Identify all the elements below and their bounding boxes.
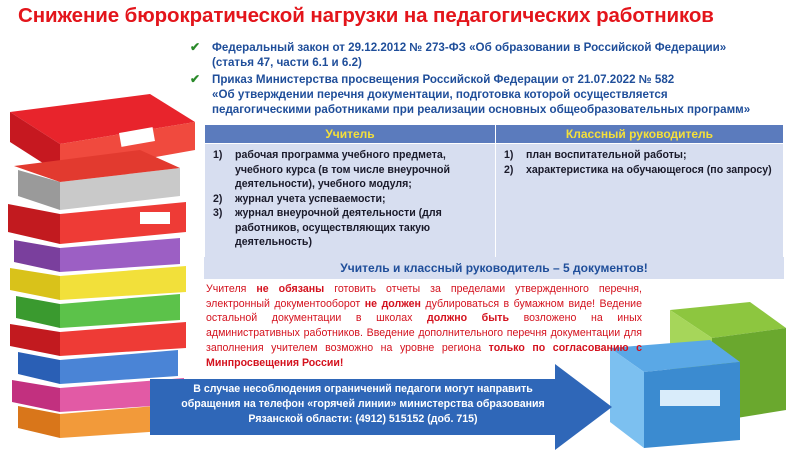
- hotline-line: В случае несоблюдения ограничений педагоги могут направить: [193, 383, 533, 395]
- binder-yellow: [10, 266, 186, 300]
- teacher-documents-cell: [205, 144, 496, 265]
- checkmark-icon: ✔: [190, 40, 201, 54]
- summary-banner: Учитель и классный руководитель – 5 документов!: [204, 257, 784, 279]
- law-text-line: Федеральный закон от 29.12.2012 № 273-ФЗ «Об образовании в Российской Федерации»: [212, 41, 727, 54]
- list-item: 3) журнал внеурочной деятельности (для работников, осуществляющих такую деятельность): [213, 207, 442, 248]
- list-item: 2) журнал учета успеваемости;: [213, 192, 386, 205]
- law-text-line: (статья 47, части 6.1 и 6.2): [212, 56, 362, 69]
- column-header-teacher: Учитель: [205, 125, 496, 144]
- list-item: 1) план воспитательной работы;: [504, 149, 687, 161]
- binder-red-2: [8, 202, 186, 244]
- documents-table: [204, 124, 784, 265]
- law-text-line: Приказ Министерства просвещения Российской Федерации от 21.07.2022 № 582: [212, 73, 675, 86]
- law-text-line: педагогическими работниками при реализации основных общеобразовательных программ»: [212, 103, 751, 116]
- hotline-callout: [160, 379, 566, 433]
- law-item-federal: [190, 40, 786, 70]
- class-teacher-documents-cell: [496, 144, 784, 265]
- law-item-order: [190, 72, 786, 117]
- column-header-class-teacher: Классный руководитель: [496, 125, 784, 144]
- hotline-phone: Рязанской области: (4912) 515152 (доб. 715): [248, 413, 478, 425]
- binder-purple: [14, 238, 180, 272]
- binder-green: [16, 294, 180, 328]
- checkmark-icon: ✔: [190, 72, 201, 86]
- hotline-line: обращения на телефон «горячей линии» министерства образования: [181, 398, 545, 410]
- list-item: 1) рабочая программа учебного предмета, учебного курса (в том числе внеурочной деятельности), учебного модуля;: [213, 149, 451, 190]
- page-title: Снижение бюрократической нагрузки на педагогических работников: [18, 4, 714, 27]
- binder-red-3: [10, 322, 186, 356]
- list-item: 2) характеристика на обучающегося (по запросу): [504, 163, 772, 176]
- law-text-line: «Об утверждении перечня документации, подготовка которой осуществляется: [212, 88, 668, 101]
- obligations-note: Учителя не обязаны готовить отчеты за пределами утвержденного перечня, электронный документооборот не должен дублироваться в бумажном виде! Ведение остальной документации в школах должно быть возложено на иных административных работников. Введение дополнительного перечня документации для заполнения учителем возможно на уровне региона только по согласованию с Минпросвещения России!: [206, 283, 642, 369]
